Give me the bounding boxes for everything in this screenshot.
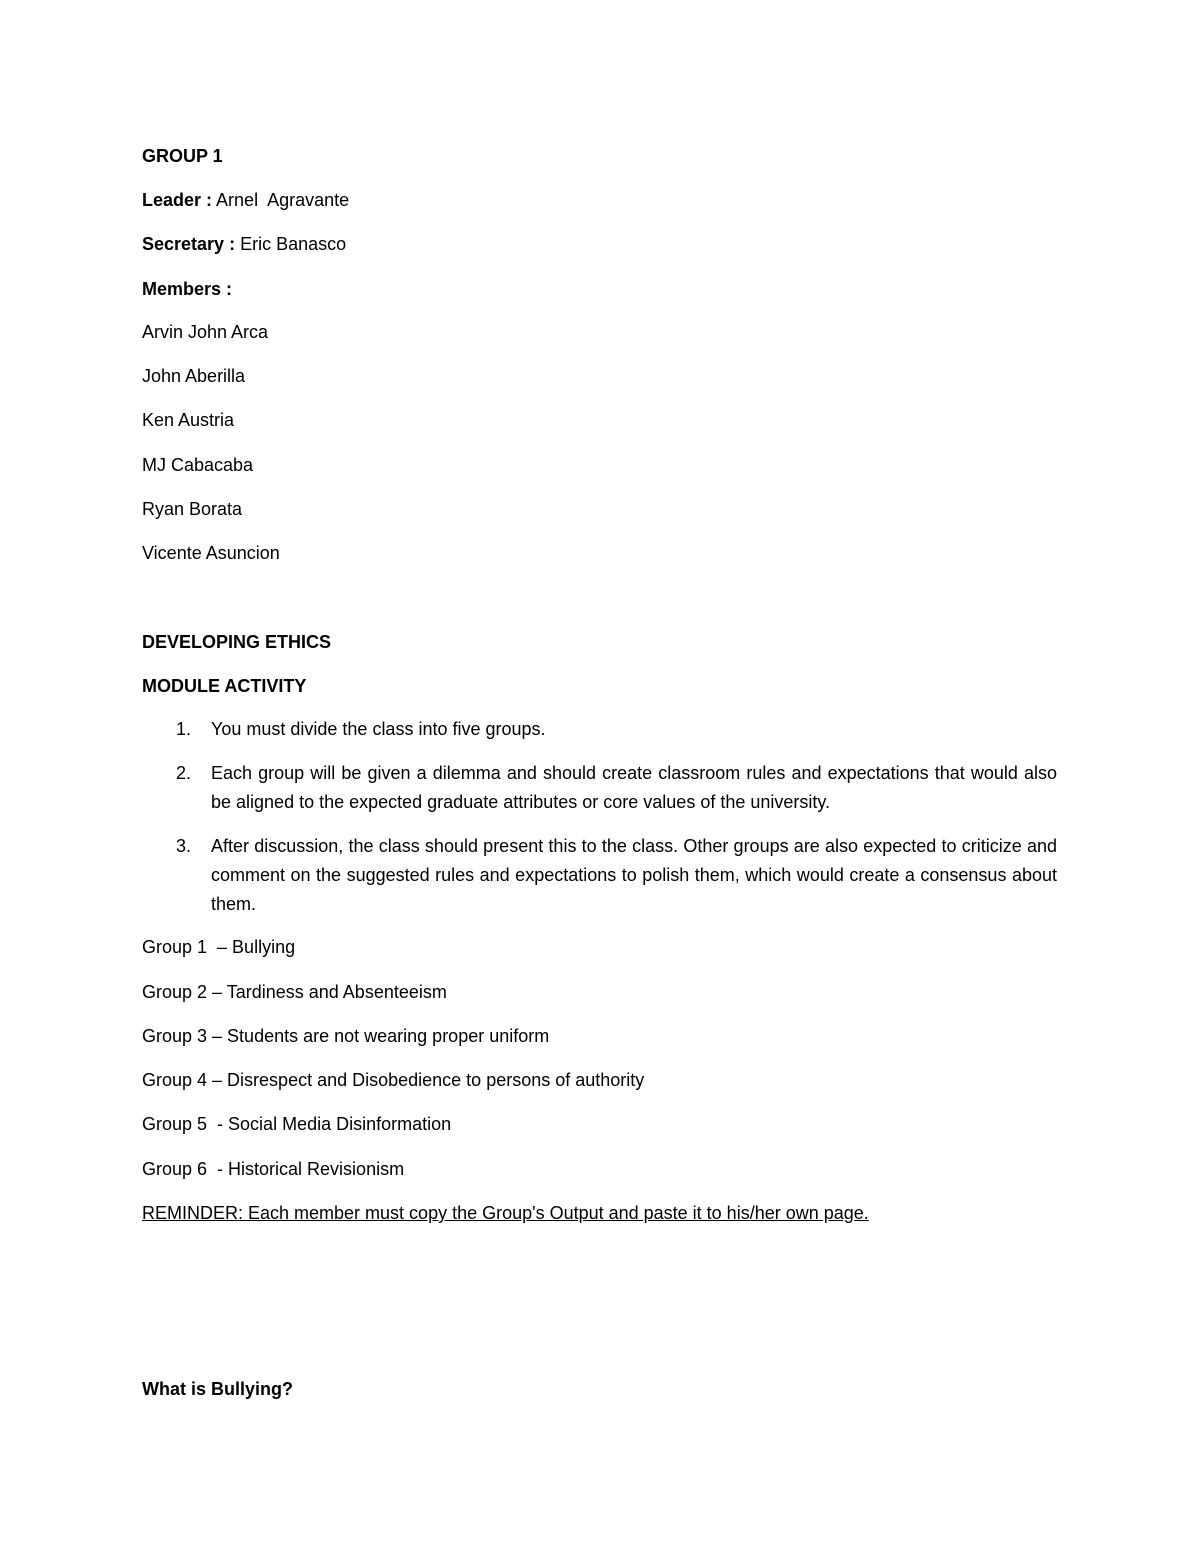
group-assignment: Group 4 – Disrespect and Disobedience to persons of authority (142, 1070, 645, 1090)
member-item: John Aberilla (142, 366, 246, 386)
group-assignment: Group 5 - Social Media Disinformation (142, 1114, 452, 1134)
group-assignment: Group 3 – Students are not wearing proper uniform (142, 1026, 550, 1046)
reminder-note: REMINDER: Each member must copy the Group's Output and paste it to his/her own page. (142, 1203, 869, 1223)
step-number: 2. (176, 763, 192, 783)
group-assignment: Group 1 – Bullying (142, 937, 296, 957)
step-number: 1. (176, 719, 192, 739)
group-assignment: Group 2 – Tardiness and Absenteeism (142, 982, 447, 1002)
leader-line (142, 189, 349, 211)
member-item: Arvin John Arca (142, 322, 269, 342)
heading-developing-ethics: DEVELOPING ETHICS (142, 632, 332, 652)
step-text: After discussion, the class should present this to the class. Other groups are also expected to criticize and comment on the suggested rules and expectations to polish them, which would create a consensus about them. (211, 836, 1057, 914)
activity-step (142, 715, 1057, 744)
group-assignment: Group 6 - Historical Revisionism (142, 1159, 405, 1179)
member-item: MJ Cabacaba (142, 455, 254, 475)
step-number: 3. (176, 836, 192, 856)
member-item: Vicente Asuncion (142, 543, 280, 563)
activity-step (142, 832, 1057, 919)
members-label: Members : (142, 279, 233, 299)
member-item: Ken Austria (142, 410, 235, 430)
question-heading: What is Bullying? (142, 1379, 293, 1399)
member-item: Ryan Borata (142, 499, 243, 519)
step-text: You must divide the class into five groups. (211, 719, 546, 739)
group-title: GROUP 1 (142, 146, 223, 166)
heading-module-activity: MODULE ACTIVITY (142, 676, 307, 696)
secretary-line (142, 233, 346, 255)
leader-label: Leader : (142, 190, 213, 210)
secretary-label: Secretary : (142, 234, 236, 254)
activity-step (142, 759, 1057, 817)
step-text: Each group will be given a dilemma and should create classroom rules and expectations that would also be aligned to the expected graduate attributes or core values of the university. (211, 763, 1057, 812)
secretary-name: Eric Banasco (240, 234, 347, 254)
leader-name: Arnel Agravante (216, 190, 350, 210)
